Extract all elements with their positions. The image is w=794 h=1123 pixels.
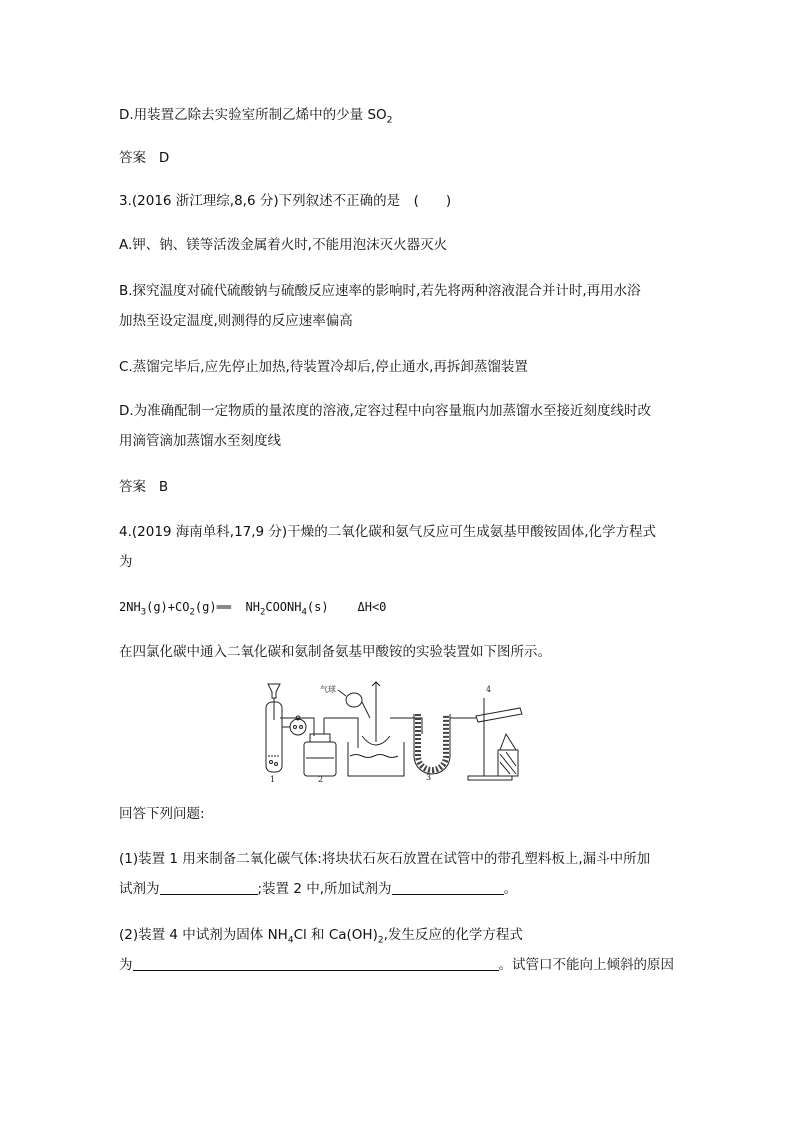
- connecting-tube: [324, 718, 358, 748]
- limestone-piece: [275, 763, 278, 766]
- q3-option-b-line2: 加热至设定温度,则测得的反应速率偏高: [119, 313, 353, 329]
- bath-water-line: [350, 755, 398, 758]
- heating-tube: [476, 708, 522, 722]
- device-4: [468, 698, 522, 780]
- q4-sub2-line1: [119, 926, 523, 944]
- enthalpy-condition: ΔH<0: [357, 600, 387, 614]
- eq-part: (g)+CO: [146, 600, 190, 614]
- q2-option-d-text: D.用装置乙除去实验室所制乙烯中的少量 SO: [119, 107, 387, 123]
- answer-value: D: [158, 150, 170, 166]
- separatory-funnel-icon: [268, 684, 280, 698]
- eq-part: COONH: [265, 600, 302, 614]
- q4-setup-text: 在四氯化碳中通入二氧化碳和氨制备氨基甲酸铵的实验装置如下图所示。: [119, 644, 551, 660]
- q3-answer: [119, 478, 168, 496]
- lamp-hatch: [500, 762, 510, 774]
- text: 为: [119, 957, 133, 973]
- q4-sub1-line1: (1)装置 1 用来制备二氧化碳气体:将块状石灰石放置在试管中的带孔塑料板上,漏斗中所加: [119, 851, 651, 867]
- label-4: 4: [486, 685, 492, 694]
- text: 试剂为: [119, 881, 160, 897]
- eq-sub: 4: [301, 607, 307, 618]
- device-1: [266, 684, 306, 772]
- text: ,发生反应的化学方程式: [383, 927, 523, 943]
- eq-part: (s): [306, 600, 329, 614]
- q4-stem-line1: 4.(2019 海南单科,17,9 分)干燥的二氧化碳和氨气反应可生成氨基甲酸铵固体,化学方程式: [119, 524, 656, 540]
- balloon-label: 气球: [320, 685, 336, 694]
- q3-option-a: A.钾、钠、镁等活泼金属着火时,不能用泡沫灭火器灭火: [119, 237, 448, 253]
- label-3: 3: [426, 773, 432, 782]
- text: 。: [503, 881, 518, 897]
- label-1: 1: [270, 775, 276, 784]
- u-tube-3: [414, 714, 450, 774]
- q3-option-d-line1: D.为准确配制一定物质的量浓度的溶液,定容过程中向容量瓶内加蒸馏水至接近刻度线时改: [119, 403, 651, 419]
- eq-sub: 2: [259, 607, 266, 618]
- label-2: 2: [318, 775, 324, 784]
- answer-blank-2[interactable]: [392, 880, 504, 895]
- q2-answer: [119, 149, 169, 167]
- subscript: 4: [287, 935, 294, 946]
- q3-stem: 3.(2016 浙江理综,8,6 分)下列叙述不正确的是 ( ): [119, 193, 452, 209]
- answer-value: B: [158, 479, 169, 495]
- q3-option-d-line2: 用滴管滴加蒸馏水至刻度线: [119, 433, 281, 449]
- lamp-flame: [500, 734, 516, 750]
- q4-stem-line2: 为: [119, 554, 133, 570]
- q4-answer-prompt: 回答下列问题:: [119, 806, 205, 822]
- eq-arrow: ══: [216, 600, 232, 614]
- limestone-piece: [270, 761, 273, 764]
- clamp-screw: [294, 726, 297, 729]
- q2-option-d: [119, 106, 392, 124]
- apparatus-diagram: [258, 678, 534, 786]
- balloon-icon: [346, 693, 362, 707]
- text: ;装置 2 中,所加试剂为: [257, 881, 392, 897]
- label-leader: [338, 690, 346, 696]
- q3-option-c: C.蒸馏完毕后,应先停止加热,待装置冷却后,停止通水,再拆卸蒸馏装置: [119, 359, 528, 375]
- text: (2)装置 4 中试剂为固体 NH: [119, 927, 288, 943]
- device-2: [304, 718, 336, 776]
- wash-bottle: [304, 742, 336, 776]
- balloon-tube: [362, 702, 370, 718]
- eq-part: (g): [194, 600, 217, 614]
- answer-label: 答案: [119, 150, 146, 166]
- subscript: 2: [386, 115, 393, 126]
- eq-sub: 3: [140, 607, 147, 618]
- text: Cl 和 Ca(OH): [293, 927, 378, 943]
- water-bath: [348, 742, 404, 776]
- iron-stand-base: [468, 776, 512, 780]
- answer-blank-1[interactable]: [160, 880, 258, 895]
- answer-label: 答案: [119, 479, 146, 495]
- clamp-screw: [300, 726, 303, 729]
- text: 。试管口不能向上倾斜的原因: [498, 957, 674, 973]
- q4-sub1-line2: [119, 880, 517, 898]
- answer-blank-3[interactable]: [133, 956, 499, 971]
- bottle-neck: [310, 734, 330, 742]
- q4-equation: [119, 598, 386, 616]
- clamp-icon: [290, 719, 306, 735]
- reaction-vessel: [320, 682, 404, 776]
- subscript: 2: [377, 935, 384, 946]
- eq-part: NH: [245, 600, 260, 614]
- eq-sub: 2: [189, 607, 195, 618]
- q4-sub2-line2: [119, 956, 674, 974]
- eq-part: 2NH: [119, 600, 141, 614]
- q3-option-b-line1: B.探究温度对硫代硫酸钠与硫酸反应速率的影响时,若先将两种溶液混合并计时,再用水浴: [119, 283, 641, 299]
